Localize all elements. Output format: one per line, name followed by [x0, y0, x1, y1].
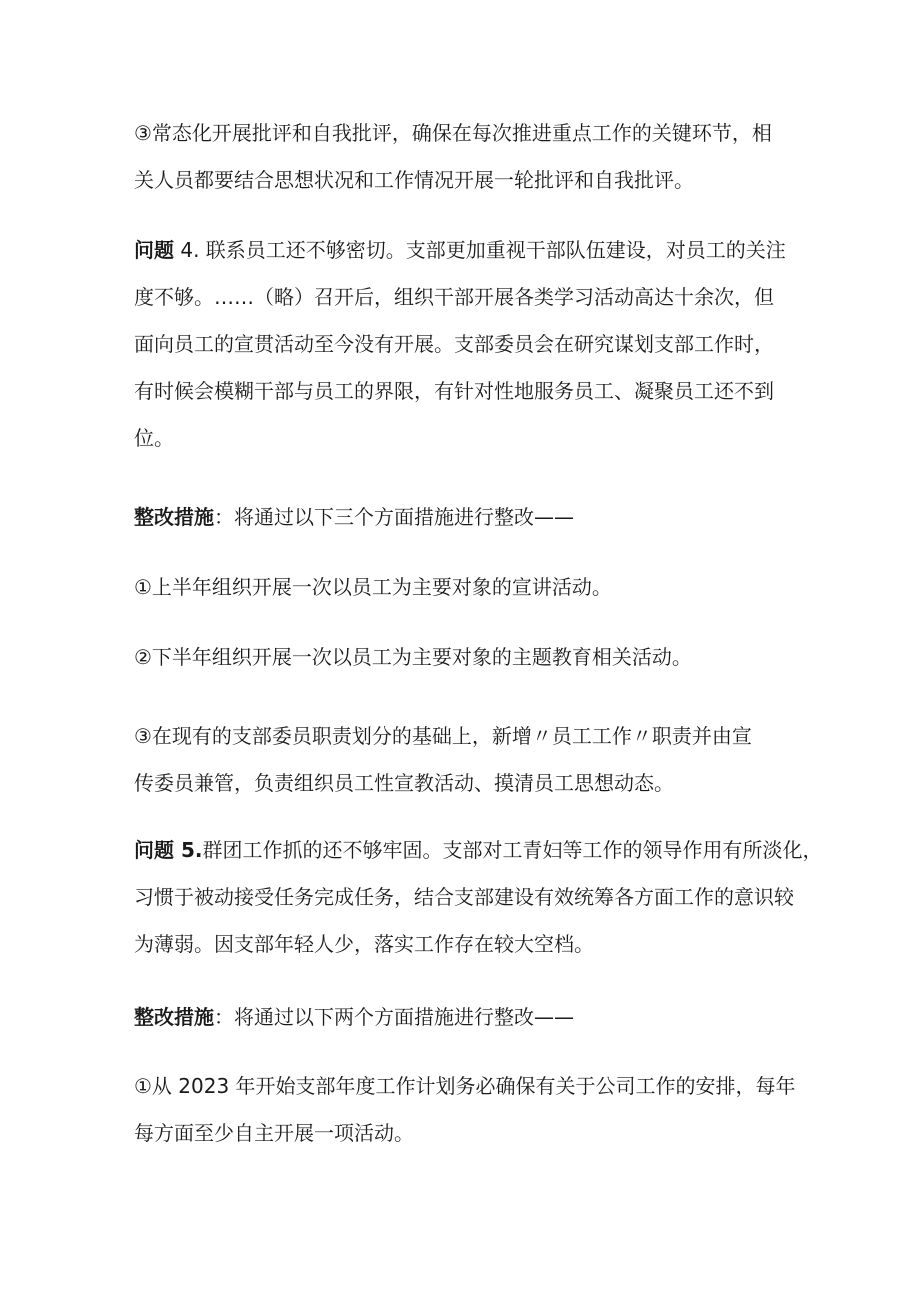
text-line: 为薄弱。因支部年轻人少，落实工作存在较大空档。: [134, 932, 594, 956]
problem-text: 4. 联系员工还不够密切。支部更加重视干部队伍建设，对员工的关注: [174, 238, 786, 262]
text-line: 有时候会模糊干部与员工的界限，有针对性地服务员工、凝聚员工还不到: [134, 379, 774, 403]
paragraph-measure-3: [134, 713, 794, 807]
text-line: 传委员兼管，负责组织员工性宣教活动、摸清员工思想动态。: [134, 771, 674, 795]
text-line: [134, 827, 823, 874]
paragraph-measure-1: [134, 564, 794, 611]
text-line: ②下半年组织开展一次以员工为主要对象的主题教育相关活动。: [134, 645, 692, 669]
problem-label: 问题: [134, 238, 174, 262]
paragraph-measure-2023: [134, 1063, 794, 1157]
paragraph-problem-4: [134, 227, 794, 462]
rectification-text: ：将通过以下两个方面措施进行整改——: [214, 1005, 574, 1029]
text-line: [134, 494, 794, 541]
text-line: ③常态化开展批评和自我批评，确保在每次推进重点工作的关键环节，相: [134, 121, 772, 145]
text-line: [134, 994, 794, 1041]
paragraph-criticism-measure: [134, 110, 794, 204]
text-line: 每方面至少自主开展一项活动。: [134, 1121, 414, 1145]
text-line: ①从 2023 年开始支部年度工作计划务必确保有关于公司工作的安排，每年: [134, 1074, 796, 1098]
paragraph-measure-2: [134, 634, 794, 681]
text-line: 位。: [134, 426, 174, 450]
text-line: 关人员都要结合思想状况和工作情况开展一轮批评和自我批评。: [134, 168, 694, 192]
problem-label: 问题 5.: [134, 838, 203, 862]
rectification-label: 整改措施: [134, 505, 214, 529]
text-line: [134, 227, 794, 274]
rectification-label: 整改措施: [134, 1005, 214, 1029]
rectification-text: ：将通过以下三个方面措施进行整改——: [214, 505, 574, 529]
text-line: 面向员工的宣贯活动至今没有开展。支部委员会在研究谋划支部工作时，: [134, 332, 774, 356]
paragraph-rectification-intro-2: [134, 994, 794, 1041]
problem-text: 群团工作抓的还不够牢固。支部对工青妇等工作的领导作用有所淡化，: [202, 838, 823, 862]
text-line: 度不够。……（略）召开后，组织干部开展各类学习活动高达十余次，但: [134, 285, 774, 309]
text-line: ③在现有的支部委员职责划分的基础上，新增〃员工工作〃职责并由宣: [134, 724, 752, 748]
text-line: ①上半年组织开展一次以员工为主要对象的宣讲活动。: [134, 575, 612, 599]
paragraph-rectification-intro-1: [134, 494, 794, 541]
text-line: 习惯于被动接受任务完成任务，结合支部建设有效统筹各方面工作的意识较: [134, 885, 794, 909]
paragraph-problem-5: [134, 827, 823, 968]
